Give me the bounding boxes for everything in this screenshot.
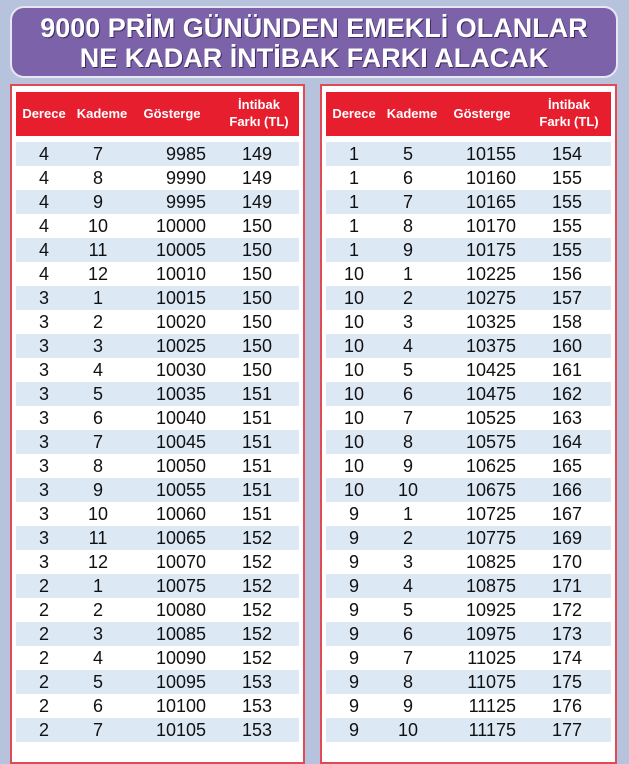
- cell-intibak-farki: 175: [551, 672, 583, 692]
- cell-gosterge: 10165: [465, 192, 516, 212]
- cell-derece: 2: [38, 600, 49, 620]
- cell-derece: 9: [348, 552, 359, 572]
- cell-gosterge: 9995: [165, 192, 206, 212]
- cell-intibak-farki: 152: [241, 528, 273, 548]
- cell-intibak-farki: 153: [241, 720, 273, 740]
- cell-kademe: 2: [92, 312, 103, 332]
- cell-gosterge: 10525: [465, 408, 516, 428]
- cell-derece: 9: [348, 600, 359, 620]
- cell-kademe: 2: [402, 288, 413, 308]
- cell-gosterge: 10160: [465, 168, 516, 188]
- cell-intibak-farki: 153: [241, 672, 273, 692]
- cell-kademe: 3: [92, 336, 103, 356]
- cell-gosterge: 10050: [155, 456, 206, 476]
- table-row: [326, 478, 611, 502]
- header-derece: Derece: [332, 106, 376, 121]
- cell-gosterge: 10375: [465, 336, 516, 356]
- cell-kademe: 12: [87, 552, 109, 572]
- table-row: [16, 334, 299, 358]
- table-row: [326, 430, 611, 454]
- cell-intibak-farki: 156: [551, 264, 583, 284]
- cell-derece: 4: [38, 240, 49, 260]
- cell-derece: 9: [348, 504, 359, 524]
- cell-derece: 3: [38, 288, 49, 308]
- header-kademe: Kademe: [76, 106, 128, 121]
- cell-kademe: 6: [92, 696, 103, 716]
- cell-gosterge: 10170: [465, 216, 516, 236]
- cell-derece: 10: [343, 480, 365, 500]
- cell-intibak-farki: 152: [241, 576, 273, 596]
- table-row: [16, 694, 299, 718]
- cell-gosterge: 10225: [465, 264, 516, 284]
- table-row: [326, 190, 611, 214]
- table-row: [326, 358, 611, 382]
- table-row: [326, 166, 611, 190]
- cell-derece: 2: [38, 648, 49, 668]
- title-line-1: 9000 PRİM GÜNÜNDEN EMEKLİ OLANLAR: [40, 13, 588, 43]
- cell-gosterge: 10100: [155, 696, 206, 716]
- cell-intibak-farki: 151: [241, 384, 273, 404]
- cell-derece: 2: [38, 576, 49, 596]
- cell-intibak-farki: 151: [241, 408, 273, 428]
- right-table: [320, 84, 617, 764]
- table-row: [16, 310, 299, 334]
- cell-kademe: 1: [92, 288, 103, 308]
- table-row: [326, 646, 611, 670]
- table-row: [16, 574, 299, 598]
- cell-kademe: 6: [402, 384, 413, 404]
- header-intibak: İntibak: [548, 97, 590, 112]
- cell-intibak-farki: 150: [241, 216, 273, 236]
- cell-gosterge: 10095: [155, 672, 206, 692]
- cell-gosterge: 10825: [465, 552, 516, 572]
- table-row: [16, 670, 299, 694]
- table-row: [16, 718, 299, 742]
- table-row: [326, 142, 611, 166]
- cell-kademe: 9: [402, 456, 413, 476]
- cell-intibak-farki: 151: [241, 432, 273, 452]
- cell-kademe: 8: [402, 432, 413, 452]
- table-row: [16, 262, 299, 286]
- cell-derece: 9: [348, 696, 359, 716]
- cell-gosterge: 10045: [155, 432, 206, 452]
- table-row: [326, 502, 611, 526]
- cell-kademe: 5: [402, 600, 413, 620]
- cell-derece: 3: [38, 528, 49, 548]
- cell-intibak-farki: 150: [241, 264, 273, 284]
- cell-kademe: 7: [92, 144, 103, 164]
- cell-derece: 3: [38, 408, 49, 428]
- table-row: [326, 622, 611, 646]
- header-intibak-farki: [528, 96, 610, 130]
- cell-kademe: 5: [92, 384, 103, 404]
- cell-intibak-farki: 155: [551, 216, 583, 236]
- cell-derece: 9: [348, 720, 359, 740]
- cell-gosterge: 10070: [155, 552, 206, 572]
- cell-derece: 10: [343, 408, 365, 428]
- table-row: [16, 646, 299, 670]
- cell-intibak-farki: 153: [241, 696, 273, 716]
- cell-kademe: 9: [92, 480, 103, 500]
- cell-derece: 9: [348, 528, 359, 548]
- table-row: [16, 622, 299, 646]
- table-row: [16, 214, 299, 238]
- cell-derece: 3: [38, 552, 49, 572]
- title-banner: [10, 6, 618, 78]
- cell-intibak-farki: 162: [551, 384, 583, 404]
- cell-derece: 10: [343, 288, 365, 308]
- cell-kademe: 6: [92, 408, 103, 428]
- cell-intibak-farki: 166: [551, 480, 583, 500]
- cell-gosterge: 10085: [155, 624, 206, 644]
- cell-derece: 3: [38, 336, 49, 356]
- table-row: [326, 238, 611, 262]
- left-table: [10, 84, 305, 764]
- cell-intibak-farki: 150: [241, 240, 273, 260]
- cell-intibak-farki: 154: [551, 144, 583, 164]
- cell-intibak-farki: 150: [241, 360, 273, 380]
- table-row: [16, 550, 299, 574]
- cell-derece: 4: [38, 264, 49, 284]
- cell-gosterge: 11075: [467, 672, 516, 692]
- cell-gosterge: 10020: [155, 312, 206, 332]
- cell-kademe: 1: [402, 264, 413, 284]
- cell-kademe: 5: [402, 360, 413, 380]
- cell-derece: 2: [38, 720, 49, 740]
- cell-intibak-farki: 157: [551, 288, 583, 308]
- cell-gosterge: 11175: [468, 720, 516, 740]
- cell-derece: 10: [343, 264, 365, 284]
- cell-intibak-farki: 152: [241, 648, 273, 668]
- cell-gosterge: 10065: [155, 528, 206, 548]
- table-row: [16, 430, 299, 454]
- cell-intibak-farki: 172: [551, 600, 583, 620]
- table-row: [16, 190, 299, 214]
- table-row: [326, 598, 611, 622]
- table-row: [16, 502, 299, 526]
- cell-kademe: 7: [92, 432, 103, 452]
- cell-intibak-farki: 150: [241, 336, 273, 356]
- cell-kademe: 7: [402, 648, 413, 668]
- cell-derece: 4: [38, 168, 49, 188]
- header-gosterge: Gösterge: [143, 106, 201, 121]
- cell-derece: 9: [348, 624, 359, 644]
- header-farki-tl: Farkı (TL): [539, 114, 599, 129]
- cell-derece: 1: [348, 168, 359, 188]
- cell-gosterge: 9990: [165, 168, 206, 188]
- cell-kademe: 6: [402, 624, 413, 644]
- cell-gosterge: 10035: [155, 384, 206, 404]
- table-row: [16, 598, 299, 622]
- cell-intibak-farki: 151: [241, 456, 273, 476]
- cell-gosterge: 10010: [155, 264, 206, 284]
- cell-kademe: 9: [402, 240, 413, 260]
- cell-intibak-farki: 150: [241, 288, 273, 308]
- cell-kademe: 5: [92, 672, 103, 692]
- cell-derece: 10: [343, 384, 365, 404]
- cell-intibak-farki: 176: [551, 696, 583, 716]
- cell-kademe: 6: [402, 168, 413, 188]
- cell-gosterge: 10175: [465, 240, 516, 260]
- cell-derece: 1: [348, 144, 359, 164]
- cell-derece: 3: [38, 432, 49, 452]
- cell-derece: 1: [348, 216, 359, 236]
- cell-intibak-farki: 173: [551, 624, 583, 644]
- cell-intibak-farki: 150: [241, 312, 273, 332]
- table-row: [16, 478, 299, 502]
- cell-intibak-farki: 169: [551, 528, 583, 548]
- cell-gosterge: 10040: [155, 408, 206, 428]
- cell-intibak-farki: 163: [551, 408, 583, 428]
- cell-derece: 1: [348, 240, 359, 260]
- cell-derece: 9: [348, 576, 359, 596]
- cell-derece: 10: [343, 312, 365, 332]
- cell-derece: 10: [343, 336, 365, 356]
- table-row: [326, 334, 611, 358]
- cell-gosterge: 11125: [468, 696, 516, 716]
- cell-intibak-farki: 152: [241, 552, 273, 572]
- header-intibak: İntibak: [238, 97, 280, 112]
- table-row: [326, 550, 611, 574]
- cell-gosterge: 10475: [465, 384, 516, 404]
- cell-derece: 3: [38, 456, 49, 476]
- cell-kademe: 2: [92, 600, 103, 620]
- cell-derece: 4: [38, 192, 49, 212]
- cell-intibak-farki: 149: [241, 168, 273, 188]
- table-row: [16, 406, 299, 430]
- cell-intibak-farki: 161: [551, 360, 583, 380]
- cell-kademe: 3: [92, 624, 103, 644]
- table-row: [326, 694, 611, 718]
- cell-kademe: 8: [402, 672, 413, 692]
- cell-kademe: 7: [92, 720, 103, 740]
- cell-derece: 10: [343, 456, 365, 476]
- cell-kademe: 7: [402, 192, 413, 212]
- table-row: [326, 454, 611, 478]
- cell-intibak-farki: 152: [241, 624, 273, 644]
- cell-gosterge: 10975: [465, 624, 516, 644]
- table-row: [326, 214, 611, 238]
- cell-gosterge: 10055: [155, 480, 206, 500]
- right-table-body: [326, 142, 611, 742]
- cell-gosterge: 10000: [155, 216, 206, 236]
- cell-gosterge: 10015: [155, 288, 206, 308]
- cell-gosterge: 10775: [465, 528, 516, 548]
- left-table-header: [16, 92, 299, 138]
- cell-kademe: 1: [92, 576, 103, 596]
- cell-gosterge: 10925: [465, 600, 516, 620]
- cell-gosterge: 10080: [155, 600, 206, 620]
- cell-gosterge: 10030: [155, 360, 206, 380]
- cell-derece: 2: [38, 696, 49, 716]
- cell-kademe: 9: [92, 192, 103, 212]
- header-gosterge: Gösterge: [453, 106, 511, 121]
- cell-derece: 4: [38, 144, 49, 164]
- table-row: [326, 670, 611, 694]
- cell-derece: 2: [38, 672, 49, 692]
- cell-derece: 9: [348, 648, 359, 668]
- cell-gosterge: 10875: [465, 576, 516, 596]
- cell-intibak-farki: 149: [241, 192, 273, 212]
- cell-gosterge: 11025: [467, 648, 516, 668]
- cell-intibak-farki: 174: [551, 648, 583, 668]
- cell-gosterge: 10155: [465, 144, 516, 164]
- cell-kademe: 3: [402, 552, 413, 572]
- cell-kademe: 9: [402, 696, 413, 716]
- cell-gosterge: 10025: [155, 336, 206, 356]
- cell-derece: 3: [38, 384, 49, 404]
- cell-intibak-farki: 152: [241, 600, 273, 620]
- table-row: [326, 406, 611, 430]
- table-row: [16, 286, 299, 310]
- cell-derece: 10: [343, 432, 365, 452]
- table-row: [326, 718, 611, 742]
- table-row: [326, 526, 611, 550]
- cell-kademe: 2: [402, 528, 413, 548]
- cell-kademe: 8: [92, 168, 103, 188]
- table-row: [16, 166, 299, 190]
- cell-intibak-farki: 171: [551, 576, 583, 596]
- cell-intibak-farki: 155: [551, 168, 583, 188]
- cell-intibak-farki: 158: [551, 312, 583, 332]
- table-row: [326, 262, 611, 286]
- cell-intibak-farki: 149: [241, 144, 273, 164]
- cell-gosterge: 9985: [165, 144, 206, 164]
- cell-derece: 2: [38, 624, 49, 644]
- table-row: [16, 382, 299, 406]
- cell-kademe: 10: [87, 504, 109, 524]
- cell-gosterge: 10275: [465, 288, 516, 308]
- cell-derece: 3: [38, 504, 49, 524]
- cell-kademe: 8: [92, 456, 103, 476]
- cell-kademe: 3: [402, 312, 413, 332]
- cell-intibak-farki: 155: [551, 192, 583, 212]
- header-farki-tl: Farkı (TL): [229, 114, 289, 129]
- table-row: [326, 574, 611, 598]
- cell-derece: 3: [38, 312, 49, 332]
- left-table-body: [16, 142, 299, 742]
- cell-kademe: 10: [87, 216, 109, 236]
- cell-kademe: 10: [397, 720, 419, 740]
- cell-gosterge: 10725: [465, 504, 516, 524]
- cell-derece: 9: [348, 672, 359, 692]
- table-row: [326, 310, 611, 334]
- cell-kademe: 5: [402, 144, 413, 164]
- cell-gosterge: 10325: [465, 312, 516, 332]
- cell-kademe: 4: [92, 648, 103, 668]
- cell-kademe: 8: [402, 216, 413, 236]
- cell-kademe: 4: [92, 360, 103, 380]
- cell-derece: 1: [348, 192, 359, 212]
- cell-kademe: 10: [397, 480, 419, 500]
- title-line-2: NE KADAR İNTİBAK FARKI ALACAK: [79, 43, 549, 73]
- cell-intibak-farki: 151: [241, 480, 273, 500]
- table-row: [16, 526, 299, 550]
- table-row: [16, 358, 299, 382]
- cell-kademe: 7: [402, 408, 413, 428]
- table-row: [326, 382, 611, 406]
- table-row: [16, 238, 299, 262]
- header-intibak-farki: [218, 96, 300, 130]
- cell-intibak-farki: 164: [551, 432, 583, 452]
- cell-derece: 3: [38, 360, 49, 380]
- cell-gosterge: 10060: [155, 504, 206, 524]
- header-derece: Derece: [22, 106, 66, 121]
- cell-derece: 10: [343, 360, 365, 380]
- cell-intibak-farki: 165: [551, 456, 583, 476]
- right-table-header: [326, 92, 611, 138]
- cell-kademe: 1: [402, 504, 413, 524]
- cell-intibak-farki: 167: [551, 504, 583, 524]
- cell-gosterge: 10675: [465, 480, 516, 500]
- cell-intibak-farki: 177: [551, 720, 583, 740]
- cell-intibak-farki: 160: [551, 336, 583, 356]
- cell-intibak-farki: 155: [551, 240, 583, 260]
- cell-intibak-farki: 170: [551, 552, 583, 572]
- cell-kademe: 12: [87, 264, 109, 284]
- table-row: [326, 286, 611, 310]
- cell-kademe: 4: [402, 576, 413, 596]
- cell-gosterge: 10075: [155, 576, 206, 596]
- cell-gosterge: 10005: [155, 240, 206, 260]
- cell-derece: 4: [38, 216, 49, 236]
- cell-gosterge: 10425: [465, 360, 516, 380]
- cell-kademe: 4: [402, 336, 413, 356]
- cell-kademe: 11: [88, 528, 108, 548]
- cell-gosterge: 10090: [155, 648, 206, 668]
- cell-gosterge: 10575: [465, 432, 516, 452]
- cell-kademe: 11: [88, 240, 108, 260]
- cell-gosterge: 10625: [465, 456, 516, 476]
- table-row: [16, 454, 299, 478]
- header-kademe: Kademe: [386, 106, 438, 121]
- cell-derece: 3: [38, 480, 49, 500]
- cell-gosterge: 10105: [155, 720, 206, 740]
- table-row: [16, 142, 299, 166]
- cell-intibak-farki: 151: [241, 504, 273, 524]
